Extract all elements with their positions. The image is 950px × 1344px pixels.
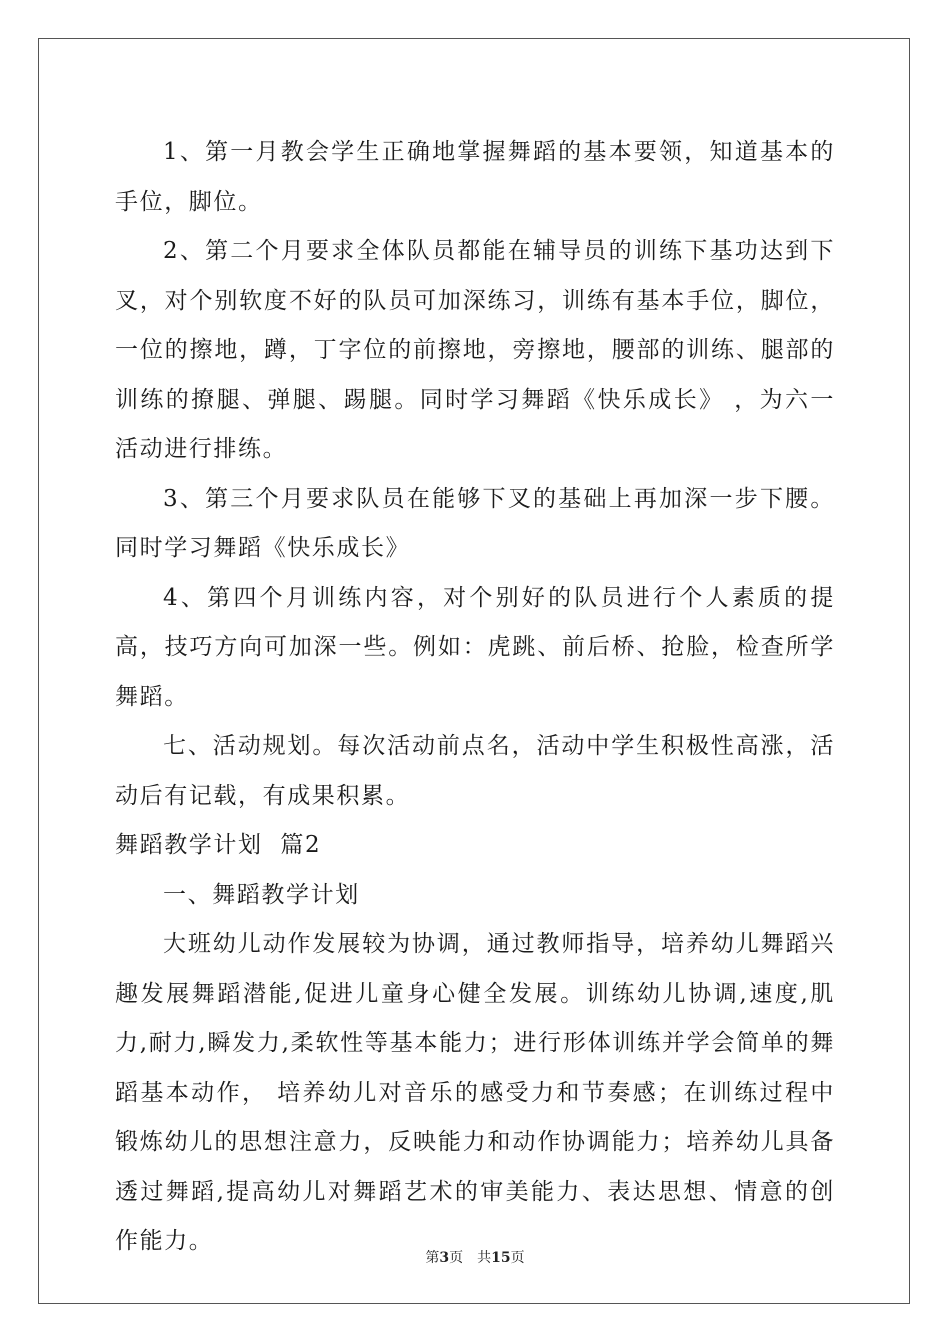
paragraph-activity-plan: 七、活动规划。每次活动前点名，活动中学生积极性高涨，活动后有记载，有成果积累。 [115, 733, 835, 809]
paragraph-month-4: 4、第四个月训练内容，对个别好的队员进行个人素质的提高，技巧方向可加深一些。例如：虎跳、前后桥、抢脸，检查所学舞蹈。 [115, 584, 835, 710]
document-body [115, 128, 835, 1267]
paragraph-teaching-goals: 大班幼儿动作发展较为协调，通过教师指导，培养幼儿舞蹈兴趣发展舞蹈潜能,促进儿童身心健全发展。训练幼儿协调,速度,肌力,耐力,瞬发力,柔软性等基本能力；进行形体训练并学会简单的舞蹈基本动作， 培养幼儿对音乐的感受力和节奏感；在训练过程中锻炼幼儿的思想注意力，反映能力和动作协调能力；培养幼儿具备透过舞蹈,提高幼儿对舞蹈艺术的审美能力、表达思想、情意的创作能力。 [115, 931, 835, 1254]
page-suffix: 页 [449, 1250, 464, 1266]
subsection-heading: 一、舞蹈教学计划 [163, 881, 360, 908]
total-pages: 15 [491, 1250, 511, 1266]
page-footer [0, 1247, 950, 1267]
total-prefix: 共 [477, 1250, 492, 1266]
page-number: 3 [439, 1250, 450, 1266]
page-prefix: 第 [425, 1250, 440, 1266]
total-suffix: 页 [510, 1250, 525, 1266]
paragraph-month-1: 1、第一月教会学生正确地掌握舞蹈的基本要领，知道基本的手位，脚位。 [115, 139, 835, 215]
section-title: 舞蹈教学计划 篇2 [115, 832, 322, 858]
paragraph-month-3: 3、第三个月要求队员在能够下叉的基础上再加深一步下腰。同时学习舞蹈《快乐成长》 [115, 485, 835, 561]
paragraph-month-2: 2、第二个月要求全体队员都能在辅导员的训练下基功达到下叉，对个别软度不好的队员可加深练习，训练有基本手位，脚位，一位的擦地，蹲，丁字位的前擦地，旁擦地，腰部的训练、腿部的训练的撩腿、弹腿、踢腿。同时学习舞蹈《快乐成长》 ，为六一活动进行排练。 [115, 238, 835, 462]
